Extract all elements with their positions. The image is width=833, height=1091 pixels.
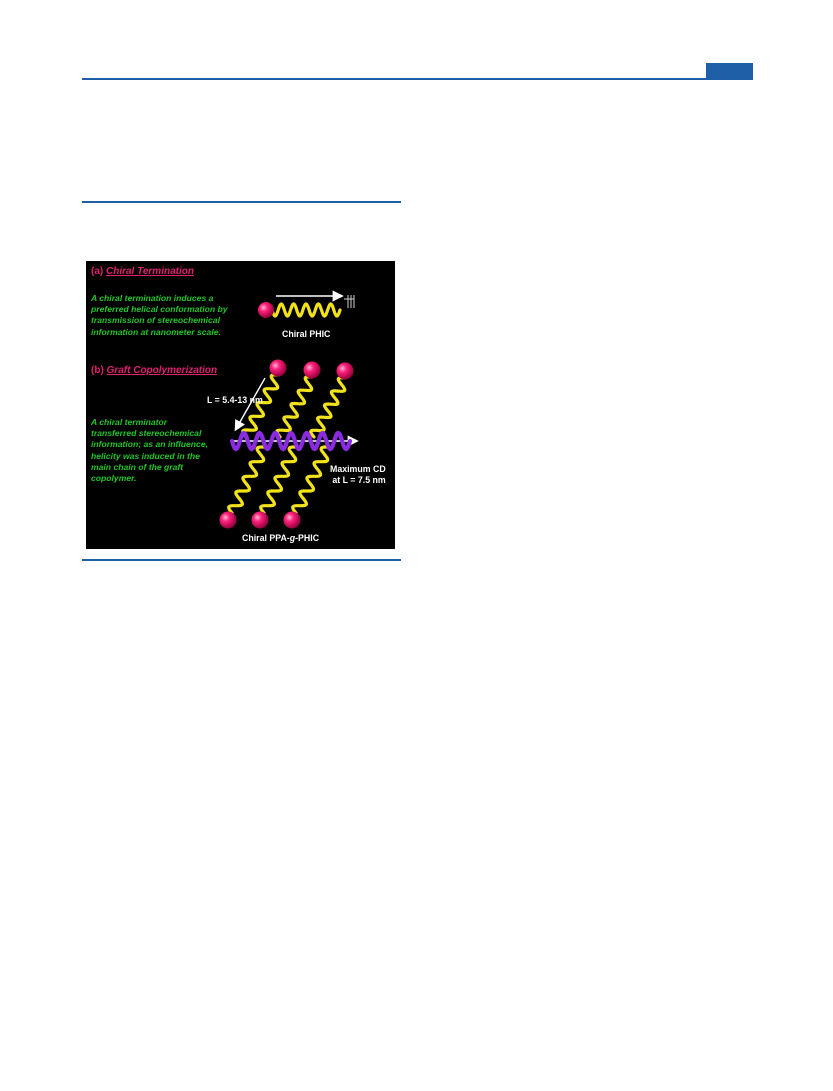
header-tab (706, 63, 753, 78)
side-chain-helix (261, 447, 296, 513)
length-label: L = 5.4-13 nm (207, 395, 263, 405)
side-chain-helix (311, 378, 345, 437)
phic-helix (272, 304, 340, 316)
panel-a-title: (a) Chiral Termination (91, 266, 194, 277)
side-chain-helix (277, 377, 312, 437)
header-rule (82, 78, 753, 80)
max-cd-label: Maximum CD at L = 7.5 nm (330, 464, 386, 485)
figure-bottom-rule (82, 559, 401, 561)
side-chain-helix (293, 447, 328, 513)
panel-a-label: Chiral PHIC (282, 329, 331, 339)
chiral-terminator-ball (258, 302, 274, 318)
panel-b-description: A chiral terminator transferred stereochemical information; as an influence, helicity was induced in the main chain of the graft copolymer. (91, 417, 208, 484)
side-chain-helices-lower (229, 447, 328, 513)
side-chain-helix (229, 447, 264, 513)
panel-a-description: A chiral termination induces a preferred helical conformation by transmission of stereochemical information at nanometer scale. (91, 293, 228, 337)
panel-b-title: (b) Graft Copolymerization (91, 365, 218, 376)
panel-b-label: Chiral PPA-g-PHIC (242, 533, 320, 543)
figure-top-rule (82, 201, 401, 203)
phic-end-group (344, 295, 354, 308)
figure-graphic (86, 261, 395, 549)
